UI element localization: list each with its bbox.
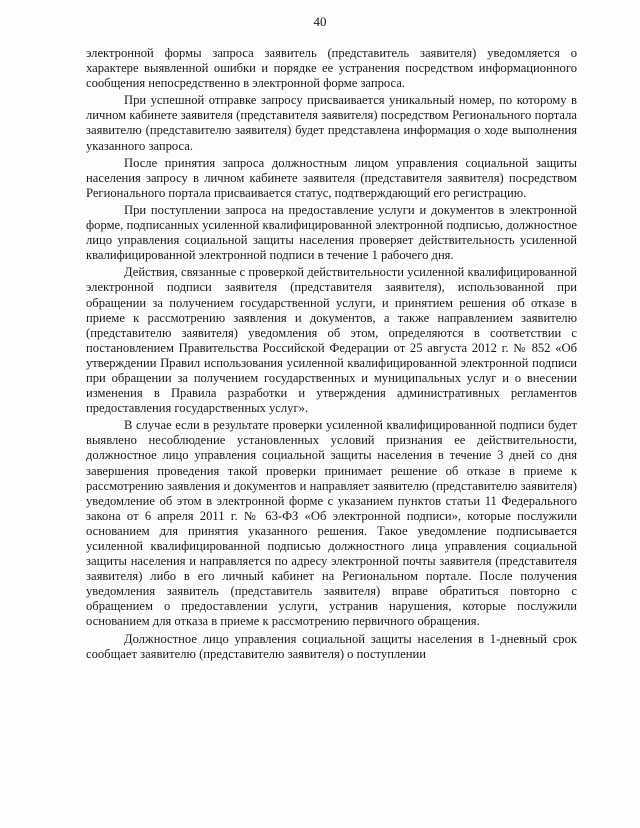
paragraph-unique-number: При успешной отправке запросу присваивается уникальный номер, по которому в личном кабинете заявителя (представителя заявителя) посредством Регионального портала заявителю (представителю заявителя) будет представлена информация о ходе выполнения указанного запроса. xyxy=(86,93,577,153)
paragraph-registration-status: После принятия запроса должностным лицом управления социальной защиты населения запросу в личном кабинете заявителя (представителя заявителя) посредством Регионального портала присваивается статус, подтверждающий его регистрацию. xyxy=(86,155,577,200)
document-body xyxy=(86,46,577,664)
paragraph-refusal-case: В случае если в результате проверки усиленной квалифицированной подписи будет выявлено несоблюдение установленных условий признания ее действительности, должностное лицо управления социальной защиты населения в течение 3 дней со дня завершения проведения такой проверки принимает решение об отказе в приеме к рассмотрению заявления и документов и направляет заявителю (представителю заявителя) уведомление об этом в электронной форме с указанием пунктов статьи 11 Федерального закона от 6 апреля 2011 г. № 63-ФЗ «Об электронной подписи», которые послужили основанием для принятия указанного решения. Такое уведомление подписывается усиленной квалифицированной подписью должностного лица управления социальной защиты населения и направляется по адресу электронной почты заявителя (представителя заявителя) либо в его личный кабинет на Региональном портале. После получения уведомления заявитель (представитель заявителя) вправе обратиться повторно с обращением о предоставлении услуги, устранив нарушения, которые послужили основанием для отказа в приеме к рассмотрению первичного обращения. xyxy=(86,418,577,629)
page-number: 40 xyxy=(313,14,327,29)
paragraph-official-notice: Должностное лицо управления социальной защиты населения в 1-дневный срок сообщает заявителю (представителю заявителя) о поступлении xyxy=(86,631,577,661)
paragraph-error-notice: электронной формы запроса заявитель (представитель заявителя) уведомляется о характере выявленной ошибки и порядке ее устранения посредством информационного сообщения непосредственно в электронной форме запроса. xyxy=(86,46,577,91)
paragraph-signature-check: При поступлении запроса на предоставление услуги и документов в электронной форме, подписанных усиленной квалифицированной электронной подписью, должностное лицо управления социальной защиты населения проверяет действительность усиленной квалифицированной электронной подписи в течение 1 рабочего дня. xyxy=(86,202,577,263)
paragraph-verification-actions: Действия, связанные с проверкой действительности усиленной квалифицированной электронной подписи заявителя (представителя заявителя), использованной при обращении за получением государственной услуги, и принятием решения об отказе в приеме к рассмотрению заявления и документов, а также направлением заявителю (представителю заявителя) уведомления об этом, определяются в соответствии с постановлением Правительства Российской Федерации от 25 августа 2012 г. № 852 «Об утверждении Правил использования усиленной квалифицированной электронной подписи при обращении за получением государственных и муниципальных услуг и о внесении изменения в Правила разработки и утверждения административных регламентов предоставления государственных услуг». xyxy=(86,265,577,416)
